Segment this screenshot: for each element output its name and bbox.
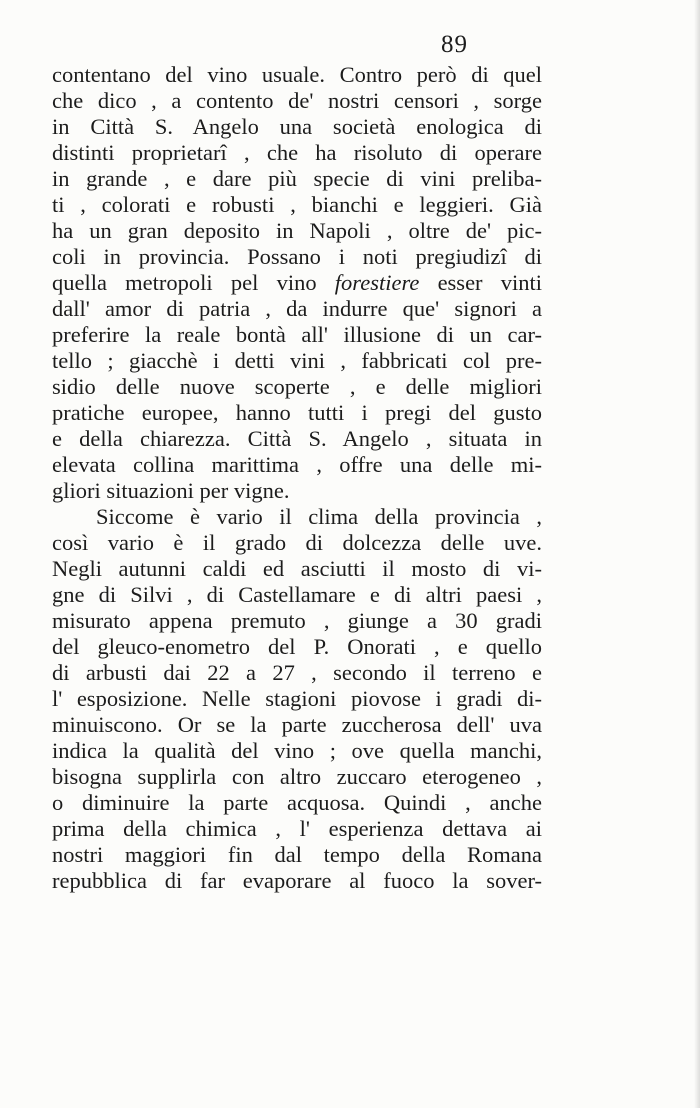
text-line: gne di Silvi , di Castellamare e di altri paesi ,: [52, 582, 542, 607]
text-segment: quella metropoli pel vino: [52, 270, 335, 295]
text-line: prima della chimica , l' esperienza dettava ai: [52, 816, 542, 841]
text-line: coli in provincia. Possano i noti pregiudizî di: [52, 244, 542, 269]
text-line: in Città S. Angelo una società enologica di: [52, 114, 542, 139]
paragraph-last-line: gliori situazioni per vigne.: [52, 478, 290, 503]
text-line: di arbusti dai 22 a 27 , secondo il terreno e: [52, 660, 542, 685]
text-line: o diminuire la parte acquosa. Quindi , anche: [52, 790, 542, 815]
text-line: misurato appena premuto , giunge a 30 gradi: [52, 608, 542, 633]
text-line: che dico , a contento de' nostri censori , sorge: [52, 88, 542, 113]
text-line: pratiche europee, hanno tutti i pregi del gusto: [52, 400, 542, 425]
text-line: contentano del vino usuale. Contro però di quel: [52, 62, 542, 87]
text-line: distinti proprietarî , che ha risoluto di operare: [52, 140, 542, 165]
page-number: 89: [441, 31, 468, 58]
text-line: minuiscono. Or se la parte zuccherosa dell' uva: [52, 712, 542, 737]
page-edge-shadow: [694, 0, 700, 1108]
text-line: nostri maggiori fin dal tempo della Romana: [52, 842, 542, 867]
text-line: ti , colorati e robusti , bianchi e leggieri. Già: [52, 192, 542, 217]
text-line: dall' amor di patria , da indurre que' signori a: [52, 296, 542, 321]
text-segment: esser vinti: [419, 270, 543, 295]
text-line: repubblica di far evaporare al fuoco la sover-: [52, 868, 542, 893]
text-line: in grande , e dare più specie di vini preliba-: [52, 166, 542, 191]
text-line: l' esposizione. Nelle stagioni piovose i gradi di-: [52, 686, 542, 711]
text-line: Negli autunni caldi ed asciutti il mosto di vi-: [52, 556, 542, 581]
text-line: ha un gran deposito in Napoli , oltre de' pic-: [52, 218, 542, 243]
text-line: così vario è il grado di dolcezza delle uve.: [52, 530, 542, 555]
text-line: del gleuco-enometro del P. Onorati , e quello: [52, 634, 542, 659]
text-line: tello ; giacchè i detti vini , fabbricati col pre-: [52, 348, 542, 373]
text-line: bisogna supplirla con altro zuccaro eterogeneo ,: [52, 764, 542, 789]
text-line-with-italic: [52, 270, 542, 296]
text-line: indica la qualità del vino ; ove quella manchi,: [52, 738, 542, 763]
body-text: [52, 62, 542, 894]
text-line: preferire la reale bontà all' illusione di un car-: [52, 322, 542, 347]
italic-word: forestiere: [334, 270, 420, 295]
text-line: elevata collina marittima , offre una delle mi-: [52, 452, 542, 477]
paragraph-first-line: Siccome è vario il clima della provincia ,: [96, 504, 542, 529]
text-line: sidio delle nuove scoperte , e delle migliori: [52, 374, 542, 399]
text-line: e della chiarezza. Città S. Angelo , situata in: [52, 426, 542, 451]
